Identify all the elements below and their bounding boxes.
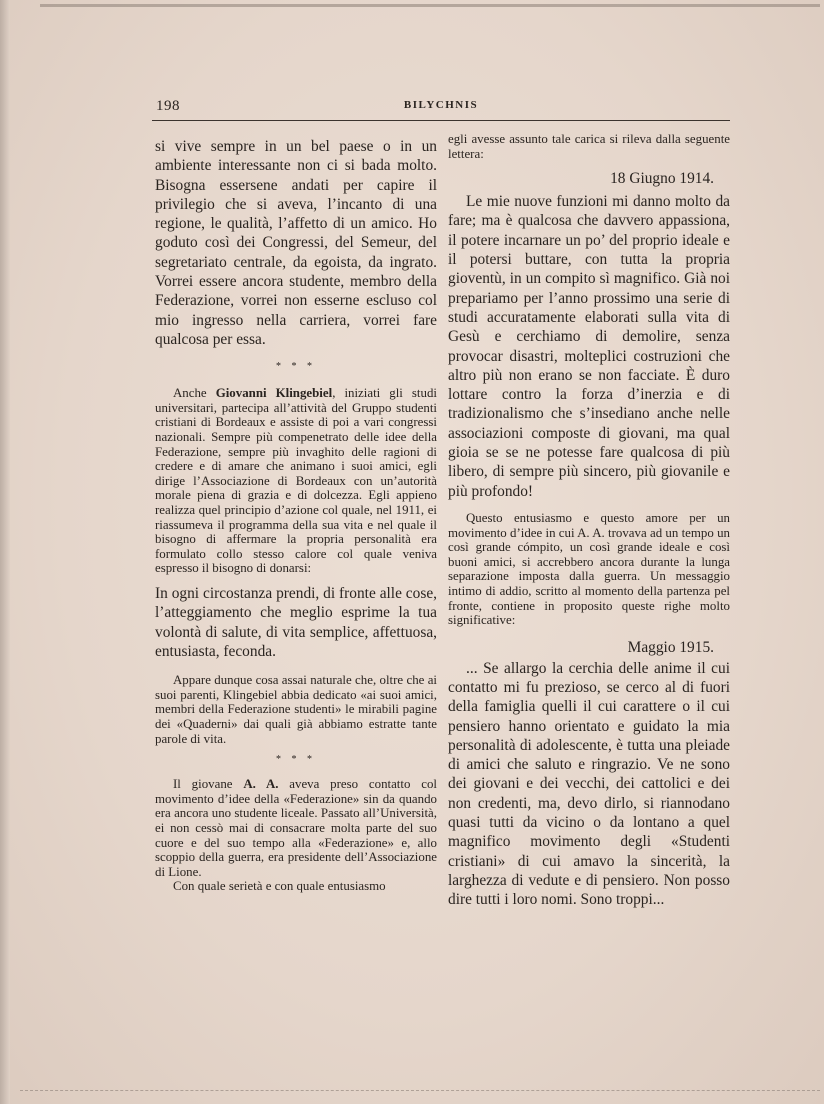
person-name: A. A. xyxy=(243,777,279,792)
quote-paragraph: In ogni circostanza prendi, di fronte alle cose, l’atteggiamento che meglio esprime la tua volontà di salute, di vita semplice, affettuosa, entusiasta, feconda. xyxy=(155,584,437,660)
section-separator: * * * xyxy=(276,361,316,373)
page-header xyxy=(152,98,730,122)
left-paragraph-5 xyxy=(155,777,437,879)
paper-edge-left xyxy=(0,0,10,1104)
paper-edge-bottom xyxy=(20,1090,820,1092)
right-paragraph-1: egli avesse assunto tale carica si rileva dalla seguente lettera: xyxy=(448,132,730,161)
left-paragraph-6: Con quale serietà e con quale entusiasmo xyxy=(173,879,386,894)
left-paragraph-1: si vive sempre in un bel paese o in un ambiente interessante non ci si bada molto. Bisogna essersene andati per capire il privilegio che si aveva, l’incanto di una regione, le qualità, l’affetto di un amico. Ho goduto così dei Congressi, del Semeur, del segretariato centrale, da egoista, da ingrato. Vorrei essere ancora studente, membro della Federazione, vorrei non esserne escluso col mio ingresso nella carriera, vorrei fare qualcosa per essa. xyxy=(155,138,437,348)
text-run: aveva preso contatto col movimento d’idee della «Federazione» sin da quando era ancora uno studente liceale. Passato all’Università, ei non cessò mai di consacrare molta parte del suo cuore e del suo tempo alla «Federazione» e, allo scoppio della guerra, era presidente dell’Associazione di Lione. xyxy=(155,777,437,879)
text-run: , iniziati gli studi universitari, partecipa all’attività del Gruppo studenti cristiani di Bordeaux e assiste di poi a vari congressi nazionali. Sempre più compenetrato delle idee della Federazione, sempre più invaghito delle ragioni di credere e di amare che animano i suoi amici, egli dirige l’Associazione di Bordeaux con un’autorità morale piena di grazia e di dolcezza. Egli appieno realizza quel principio d’azione col quale, nel 1911, ei riassumeva il programma della sua vita e nel quale il bisogno di affermare la propria personalità era formulato collo stesso calore col quale veniva espresso il bisogno di donarsi: xyxy=(155,386,437,576)
right-column xyxy=(448,132,730,910)
letter-text: Le mie nuove funzioni mi danno molto da fare; ma è qualcosa che davvero appassiona, il potere incarnare un po’ del proprio ideale e il potersi buttare, con tutta la propria gioventù, in un compito sì magnifico. Già noi prepariamo per l’anno prossimo una serie di studi accuratamente elaborati sulla vita di Gesù e cerchiamo di demolire, senza provocar disastri, molteplici costruzioni che altro più non erano se non facciate. È duro lottare contro la forza d’inerzia e di tradizionalismo che s’insediano anche nelle associazioni composte di giovani, ma qual gioia se se ne potesse fare qualcosa di più libero, di sempre più sincero, più giovanile e più profondo! xyxy=(448,193,730,500)
left-paragraph-2 xyxy=(155,386,437,576)
right-paragraph-3: Questo entusiasmo e questo amore per un movimento d’idee in cui A. A. trovava ad un tempo un così grande cómpito, un così grande ideale e così buoni amici, si accrebbero ancora durante la lunga separazione imposta dalla guerra. Un messaggio intimo di addio, scritto al momento della partenza pel fronte, contiene in proposito queste righe molto significative: xyxy=(448,510,730,628)
left-paragraph-4: Appare dunque cosa assai naturale che, oltre che ai suoi parenti, Klingebiel abbia dedicato «ai suoi amici, membri della Federazione studenti» le mirabili pagine dei «Quaderni» dai quali già abbiamo estratte tante parole di vita. xyxy=(155,673,437,746)
letter-date: 18 Giugno 1914. xyxy=(610,170,714,188)
message-text: ... Se allargo la cerchia delle anime il cui contatto mi fu prezioso, se cerco al di fuori della famiglia quelli il cui carattere o il cui pensiero hanno orientato e guidato la mia personalità di adolescente, è tutta una pleiade di amici che saluto e ringrazio. Ve ne sono dei giovani e dei vecchi, dei cattolici e dei non credenti, ma, devo dirlo, si riannodano quasi tutti da vicino o da lontano a quel magnifico movimento degli «Studenti cristiani» di cui amavo la sincerità, la larghezza di vedute e di pensiero. Non posso dire tutti i loro nomi. Sono troppi... xyxy=(448,659,730,909)
message-date: Maggio 1915. xyxy=(627,638,714,656)
text-run: Anche xyxy=(173,386,207,401)
text-run: Il giovane xyxy=(173,777,233,792)
page-number: 198 xyxy=(156,98,180,114)
paper-edge-top xyxy=(40,4,820,7)
section-separator: * * * xyxy=(276,754,316,766)
header-rule xyxy=(152,120,730,121)
running-title: BILYCHNIS xyxy=(403,99,479,111)
left-column xyxy=(155,137,437,894)
person-name: Giovanni Klingebiel xyxy=(215,386,333,401)
